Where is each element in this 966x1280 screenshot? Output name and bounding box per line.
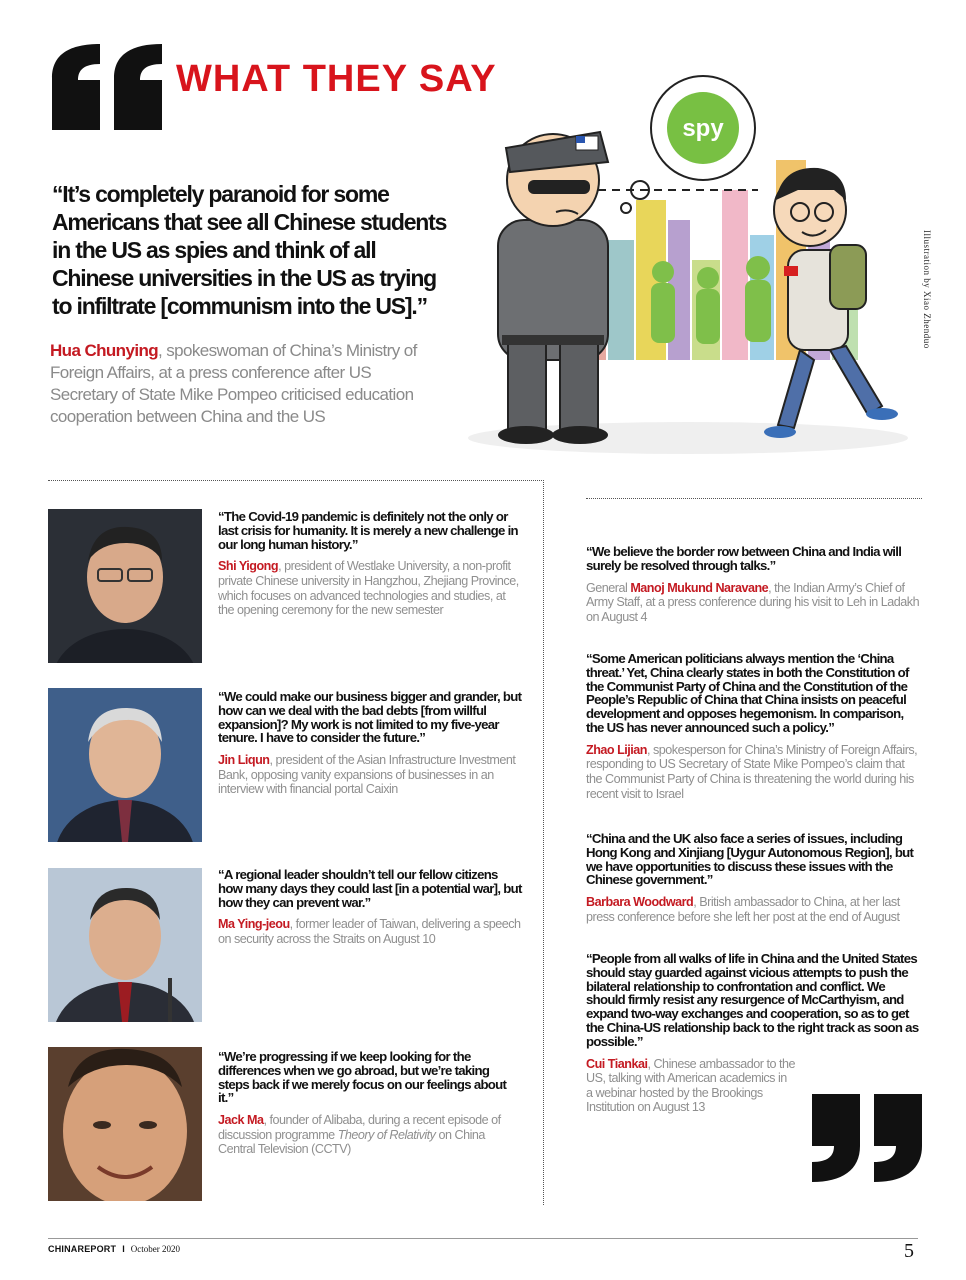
attribution-text: , Chinese ambassador to the US, talking with American academics in a webinar hosted by the Brookings Institution on August 13 (586, 1056, 795, 1115)
issue-date: October 2020 (130, 1244, 180, 1254)
quote-block-shi-yigong (218, 510, 522, 618)
speaker-name: Shi Yigong (218, 559, 279, 574)
close-quote-mark-icon (808, 1092, 928, 1184)
attribution-text: , spokeswoman of China’s Ministry of Foreign Affairs, at a press conference after US Secretary of State Mike Pompeo criticised education cooperation between China and the US (50, 341, 417, 426)
quote-text: “We could make our business bigger and grander, but how can we deal with the bad debts [from willful expansion]? My work is not limited to my five-year tenure. I have to consider the future.” (218, 689, 522, 746)
quote-attribution (586, 1057, 796, 1115)
footer-separator: I (122, 1244, 125, 1254)
quote-block-barbara-woodward (586, 832, 922, 924)
speaker-name: Jin Liqun (218, 753, 270, 768)
quote-text: “We believe the border row between China and India will surely be resolved through talks.” (586, 544, 902, 573)
photo-ma-ying-jeou (48, 868, 202, 1022)
quote-attribution (586, 743, 922, 801)
quote-text: “The Covid-19 pandemic is definitely not the only or last crisis for humanity. It is merely a new challenge in our long human history.” (218, 509, 518, 552)
page-title: WHAT THEY SAY (176, 58, 497, 100)
quote-text: “Some American politicians always mention the ‘China threat.’ Yet, China clearly states in both the Constitution of the Communist Party of China and the Constitution of the People’s Republic of China that China insists on peaceful development and opposes hegemonism. In comparison, the US has never announced such a policy.” (586, 651, 909, 735)
quote-block-ma-ying-jeou (218, 868, 522, 947)
main-quote-text: “It’s completely paranoid for some Americans that see all Chinese students in the US as spies and think of all Chinese universities in the US as trying to infiltrate [communism into the US].” (52, 181, 447, 319)
speaker-name: Cui Tiankai (586, 1056, 648, 1071)
quote-text: “People from all walks of life in China and the United States should stay guarded against vicious attempts to push the bilateral relationship to confrontation and conflict. We should firmly resist any resurgence of McCarthyism, and expand two-way exchanges and cooperation, so as to get the China-US relationship back to the right track as soon as possible.” (586, 951, 919, 1049)
photo-jack-ma (48, 1047, 202, 1201)
main-quote-attribution (50, 340, 435, 428)
section-divider-right (586, 498, 922, 499)
quote-text: “China and the UK also face a series of issues, including Hong Kong and Xinjiang [Uygur Autonomous Region], but we have opportunities to discuss these issues with the Chinese government.” (586, 831, 914, 888)
photo-shi-yigong (48, 509, 202, 663)
portrait-image (48, 688, 202, 842)
attribution-text: , founder of Alibaba, during a recent episode of discussion programme (218, 1113, 501, 1142)
quote-block-jack-ma (218, 1050, 522, 1157)
quote-block-naravane (586, 545, 922, 624)
speaker-name: Barbara Woodward (586, 895, 694, 910)
footer (48, 1244, 180, 1254)
quote-attribution (218, 559, 522, 617)
attribution-text: , former leader of Taiwan, delivering a speech on security across the Straits on August 10 (218, 917, 521, 946)
policeman-figure (498, 132, 608, 444)
quote-attribution (586, 895, 922, 924)
speaker-name: Ma Ying-jeou (218, 917, 290, 932)
speaker-name: Hua Chunying (50, 341, 159, 360)
footer-rule (48, 1238, 918, 1239)
quote-attribution (218, 753, 522, 797)
portrait-image (48, 509, 202, 663)
open-quote-mark-icon (48, 42, 168, 132)
quote-attribution (218, 1113, 522, 1157)
portrait-image (48, 1047, 202, 1201)
attribution-text: , president of Westlake University, a non-profit private Chinese university in Hangzhou, Zhejiang Province, which focuses on advanced technologies and studies, at the opening ceremony for the new semester (218, 559, 519, 618)
attribution-text: on China Central Television (CCTV) (218, 1127, 485, 1157)
quote-block-jin-liqun (218, 690, 522, 797)
spy-cartoon-illustration (458, 40, 918, 460)
attribution-prefix: General (586, 580, 631, 595)
attribution-text: , president of the Asian Infrastructure Investment Bank, opposing vanity expansions of businesses in an interview with financial portal Caixin (218, 753, 516, 797)
quote-block-zhao-lijian (586, 652, 922, 801)
column-divider (543, 480, 544, 1205)
attribution-text: , British ambassador to China, at her last press conference before she left her post at the end of August (586, 895, 900, 924)
portrait-image (48, 868, 202, 1022)
quote-attribution (218, 917, 522, 946)
page-number: 5 (904, 1240, 914, 1262)
bubble-text: spy (682, 115, 724, 142)
attribution-text: , the Indian Army’s Chief of Army Staff, at a press conference during his visit to Leh in Ladakh on August 4 (586, 580, 920, 624)
attribution-text: , spokesperson for China’s Ministry of Foreign Affairs, responding to US Secretary of State Mike Pompeo’s claim that the Communist Party of China is threatening the world during his recent visit to Israel (586, 742, 918, 801)
speaker-name: Jack Ma (218, 1113, 264, 1128)
speaker-name: Manoj Mukund Naravane (630, 580, 769, 595)
programme-title: Theory of Relativity (337, 1127, 436, 1142)
photo-jin-liqun (48, 688, 202, 842)
quote-text: “We’re progressing if we keep looking for the differences when we go abroad, but we’re taking steps back if we merely focus on our feelings about it.” (218, 1049, 507, 1106)
section-divider-left (48, 480, 544, 481)
magazine-brand: CHINAREPORT (48, 1244, 117, 1254)
speaker-name: Zhao Lijian (586, 742, 647, 757)
quote-text: “A regional leader shouldn’t tell our fellow citizens how many days they could last [in a potential war], but how they can prevent war.” (218, 867, 522, 910)
quote-attribution (586, 581, 922, 625)
quote-block-cui-tiankai (586, 952, 922, 1115)
illustration-credit: Illustration by Xiao Zhenduo (922, 230, 932, 349)
